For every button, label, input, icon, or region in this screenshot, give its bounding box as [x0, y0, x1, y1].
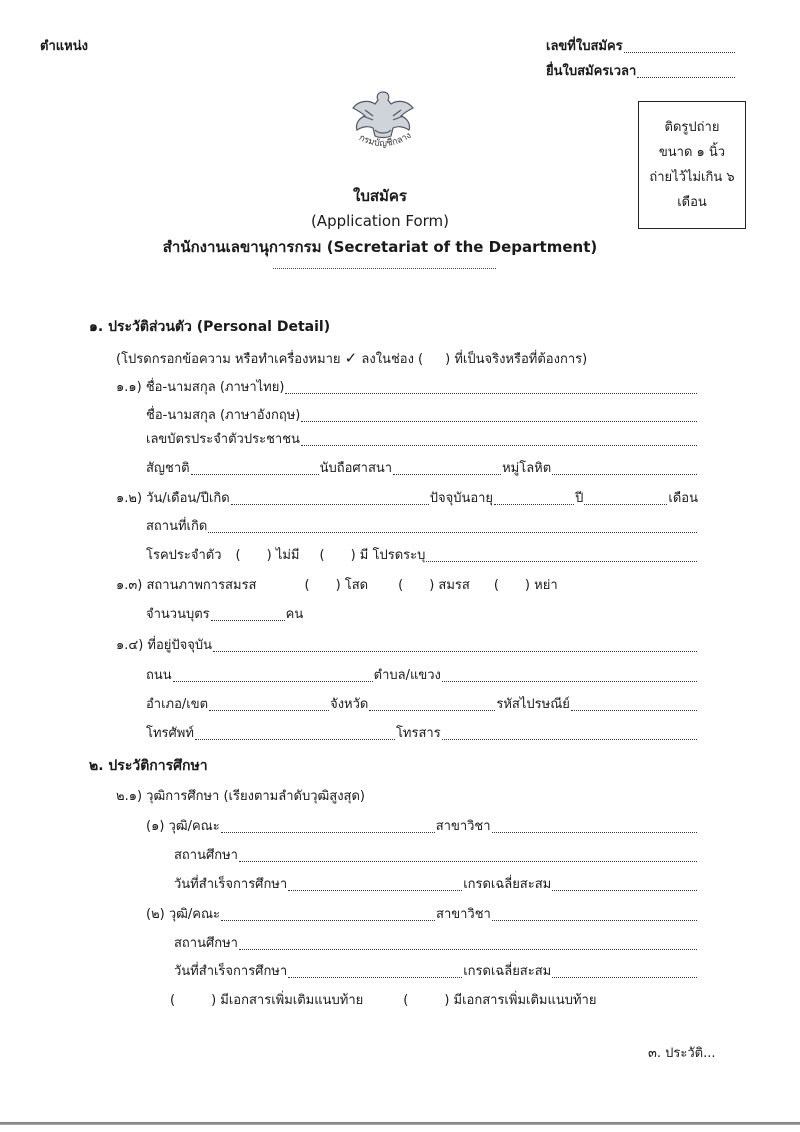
institution1-label: สถานศึกษา: [174, 848, 238, 863]
gpa2-label: เกรดเฉลี่ยสะสม: [463, 964, 552, 979]
fax-label: โทรสาร: [395, 726, 441, 741]
birthplace-field[interactable]: [146, 518, 698, 536]
married-checkbox[interactable]: ( ) สมรส: [398, 578, 470, 593]
major1-label: สาขาวิชา: [435, 819, 491, 834]
address-field[interactable]: [116, 637, 698, 655]
province-label: จังหวัด: [330, 697, 369, 712]
name-th-field[interactable]: [116, 379, 698, 397]
birthdate-label: ๑.๒) วัน/เดือน/ปีเกิด: [116, 491, 230, 506]
attachment-checkbox-b[interactable]: ( ) มีเอกสารเพิ่มเติมแนบท้าย: [403, 993, 597, 1008]
office-name: สำนักงานเลขานุการกรม (Secretariat of the Department): [162, 238, 598, 256]
district-row[interactable]: [146, 696, 698, 714]
section2-heading: ๒. ประวัติการศึกษา: [89, 758, 208, 774]
submit-time-label: ยื่นใบสมัครเวลา: [546, 64, 637, 79]
road-label: ถนน: [146, 668, 172, 683]
department-logo-icon: [345, 86, 421, 152]
form-title-th: ใบสมัคร: [353, 187, 407, 205]
instruction-text: [116, 349, 587, 369]
submit-time-field[interactable]: [546, 63, 736, 81]
divorced-checkbox[interactable]: ( ) หย่า: [493, 578, 558, 593]
name-th-label: ๑.๑) ชื่อ-นามสกุล (ภาษาไทย): [116, 380, 285, 395]
birthdate-row[interactable]: [116, 490, 698, 508]
grad-date1-label: วันที่สำเร็จการศึกษา: [174, 877, 288, 892]
children-unit-label: คน: [285, 607, 304, 622]
degree1-label: (๑) วุฒิ/คณะ: [146, 819, 220, 834]
photo-box-line: ขนาด ๑ นิ้ว: [658, 145, 726, 160]
gpa1-label: เกรดเฉลี่ยสะสม: [463, 877, 552, 892]
continue-note: ๓. ประวัติ...: [648, 1046, 716, 1061]
grad-date2-label: วันที่สำเร็จการศึกษา: [174, 964, 288, 979]
grad1-row[interactable]: [174, 876, 698, 894]
institution2-field[interactable]: [174, 935, 698, 953]
birthplace-label: สถานที่เกิด: [146, 519, 208, 534]
disease-label: โรคประจำตัว: [146, 548, 222, 563]
road-row[interactable]: [146, 667, 698, 685]
photo-box: [638, 101, 746, 229]
postcode-label: รหัสไปรษณีย์: [496, 697, 570, 712]
grad2-row[interactable]: [174, 963, 698, 981]
address-label: ๑.๔) ที่อยู่ปัจจุบัน: [116, 638, 213, 653]
single-checkbox[interactable]: ( ) โสด: [304, 578, 369, 593]
checkmark-icon: ✓: [344, 349, 358, 367]
marital-row: [116, 577, 698, 595]
nationality-row[interactable]: [146, 460, 698, 478]
photo-box-line: ถ่ายไว้ไม่เกิน ๖: [649, 170, 735, 185]
religion-label: นับถือศาสนา: [319, 461, 393, 476]
photo-box-line: ติดรูปถ่าย: [664, 120, 720, 135]
major2-label: สาขาวิชา: [436, 907, 491, 922]
children-label: จำนวนบุตร: [146, 607, 210, 622]
application-number-field[interactable]: [546, 38, 736, 56]
degree1-row[interactable]: [146, 818, 698, 836]
divorced-label: ) หย่า: [524, 578, 558, 593]
age-label: ปัจจุบันอายุ: [429, 491, 494, 506]
single-label: ) โสด: [335, 578, 369, 593]
attachment-row: [170, 992, 596, 1010]
marital-label: ๑.๓) สถานภาพการสมรส: [116, 578, 257, 593]
age-month-label: เดือน: [668, 491, 698, 506]
section1-heading: ๑. ประวัติส่วนตัว (Personal Detail): [89, 319, 331, 335]
application-number-label: เลขที่ใบสมัคร: [546, 39, 623, 54]
subdistrict-label: ตำบล/แขวง: [373, 668, 441, 683]
district-label: อำเภอ/เขต: [146, 697, 209, 712]
disease-has-label: ) มี โปรดระบุ: [350, 548, 426, 563]
nationality-label: สัญชาติ: [146, 461, 190, 476]
id-card-label: เลขบัตรประจำตัวประชาชน: [146, 432, 300, 447]
page-bottom-divider: [0, 1122, 800, 1125]
phone-label: โทรศัพท์: [146, 726, 194, 741]
phone-row[interactable]: [146, 725, 698, 743]
institution2-label: สถานศึกษา: [174, 936, 238, 951]
instruction-part: ) ที่เป็นจริงหรือที่ต้องการ): [445, 352, 588, 367]
blood-type-label: หมู่โลหิต: [502, 461, 552, 476]
office-division-field[interactable]: [273, 268, 496, 269]
name-en-field[interactable]: [146, 407, 698, 425]
attachment-b-label: ) มีเอกสารเพิ่มเติมแนบท้าย: [444, 993, 597, 1008]
instruction-part: (โปรดกรอกข้อความ หรือทำเครื่องหมาย: [116, 352, 341, 367]
degree2-label: (๒) วุฒิ/คณะ: [146, 907, 221, 922]
disease-row[interactable]: [146, 547, 698, 565]
attachment-a-label: ) มีเอกสารเพิ่มเติมแนบท้าย: [211, 993, 364, 1008]
disease-none-checkbox[interactable]: ( ) ไม่มี: [235, 548, 300, 563]
name-en-label: ชื่อ-นามสกุล (ภาษาอังกฤษ): [146, 408, 301, 423]
married-label: ) สมรส: [429, 578, 470, 593]
photo-box-line: เดือน: [677, 195, 707, 210]
logo-text: กรมบัญชีกลาง: [357, 130, 414, 150]
education-subheading: ๒.๑) วุฒิการศึกษา (เรียงตามลำดับวุฒิสูงสุด): [116, 789, 365, 804]
attachment-checkbox-a[interactable]: ( ) มีเอกสารเพิ่มเติมแนบท้าย: [170, 993, 364, 1008]
children-field[interactable]: [146, 606, 303, 624]
id-card-field[interactable]: [146, 431, 698, 449]
degree2-row[interactable]: [146, 906, 698, 924]
instruction-part: ลงในช่อง (: [361, 352, 424, 367]
age-year-label: ปี: [575, 491, 584, 506]
position-label: ตำแหน่ง: [40, 39, 88, 54]
disease-none-label: ) ไม่มี: [266, 548, 300, 563]
disease-has-checkbox[interactable]: ( ) มี โปรดระบุ: [319, 548, 426, 563]
institution1-field[interactable]: [174, 847, 698, 865]
form-title-en: (Application Form): [310, 212, 450, 230]
